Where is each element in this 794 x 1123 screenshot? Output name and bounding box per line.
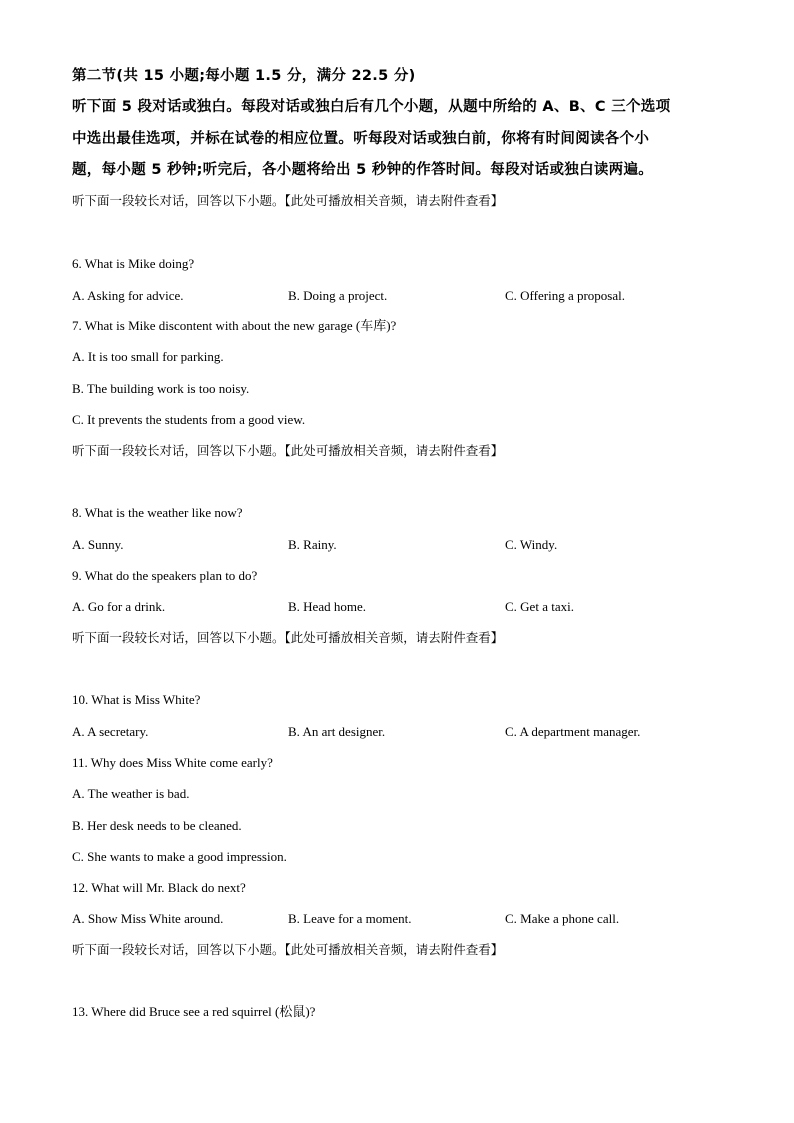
q7-option-a: A. It is too small for parking.: [72, 349, 224, 364]
q11-option-a: A. The weather is bad.: [72, 786, 190, 801]
question-10: 10. What is Miss White?: [72, 692, 201, 707]
q6-option-a: A. Asking for advice.: [72, 288, 184, 303]
q10-option-b: B. An art designer.: [288, 724, 386, 739]
question-7: 7. What is Mike discontent with about the new garage (车库)?: [72, 318, 397, 333]
q8-option-b: B. Rainy.: [288, 537, 337, 552]
q11-option-c: C. She wants to make a good impression.: [72, 849, 287, 864]
q9-option-a: A. Go for a drink.: [72, 599, 166, 614]
q10-option-c: C. A department manager.: [505, 724, 641, 739]
question-9: 9. What do the speakers plan to do?: [72, 568, 258, 583]
q6-option-c: C. Offering a proposal.: [505, 288, 625, 303]
q9-option-c: C. Get a taxi.: [505, 599, 574, 614]
audio-instruction-2: 听下面一段较长对话，回答以下小题。【此处可播放相关音频，请去附件查看】: [72, 443, 504, 458]
question-12: 12. What will Mr. Black do next?: [72, 880, 246, 895]
q8-option-a: A. Sunny.: [72, 537, 124, 552]
question-13: 13. Where did Bruce see a red squirrel (松鼠)?: [72, 1004, 316, 1019]
q11-option-b: B. Her desk needs to be cleaned.: [72, 818, 242, 833]
q12-option-a: A. Show Miss White around.: [72, 911, 224, 926]
audio-instruction-4: 听下面一段较长对话，回答以下小题。【此处可播放相关音频，请去附件查看】: [72, 942, 504, 957]
directions-line-1: 听下面 5 段对话或独白。每段对话或独白后有几个小题，从题中所给的 A、B、C 三个选项: [72, 99, 671, 115]
q12-option-b: B. Leave for a moment.: [288, 911, 412, 926]
question-8: 8. What is the weather like now?: [72, 505, 243, 520]
q7-option-c: C. It prevents the students from a good view.: [72, 412, 306, 427]
audio-instruction-3: 听下面一段较长对话，回答以下小题。【此处可播放相关音频，请去附件查看】: [72, 630, 504, 645]
question-6: 6. What is Mike doing?: [72, 256, 195, 271]
q9-option-b: B. Head home.: [288, 599, 366, 614]
audio-instruction-1: 听下面一段较长对话，回答以下小题。【此处可播放相关音频，请去附件查看】: [72, 193, 504, 208]
directions-line-3: 题，每小题 5 秒钟;听完后，各小题将给出 5 秒钟的作答时间。每段对话或独白读两遍。: [72, 162, 654, 178]
q12-option-c: C. Make a phone call.: [505, 911, 620, 926]
q8-option-c: C. Windy.: [505, 537, 558, 552]
q10-option-a: A. A secretary.: [72, 724, 149, 739]
section-title: 第二节(共 15 小题;每小题 1.5 分，满分 22.5 分): [72, 68, 416, 84]
directions-line-2: 中选出最佳选项，并标在试卷的相应位置。听每段对话或独白前，你将有时间阅读各个小: [72, 131, 650, 147]
q7-option-b: B. The building work is too noisy.: [72, 381, 250, 396]
question-11: 11. Why does Miss White come early?: [72, 755, 273, 770]
q6-option-b: B. Doing a project.: [288, 288, 388, 303]
